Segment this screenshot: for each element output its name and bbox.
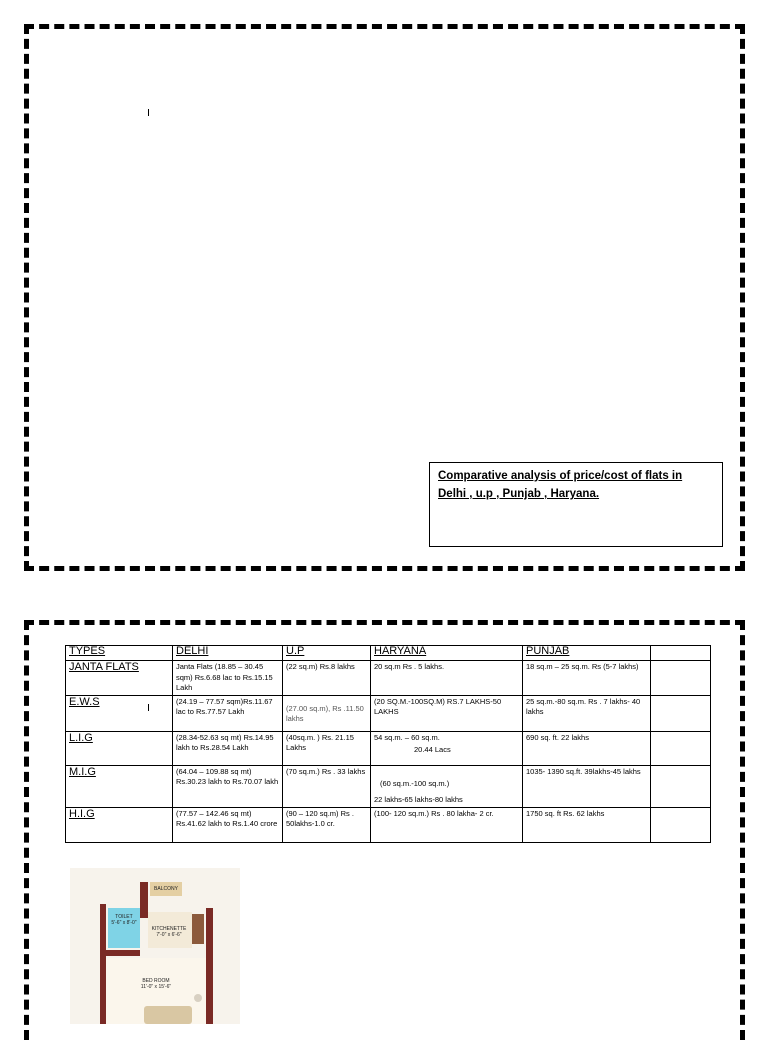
header-delhi: DELHI bbox=[173, 646, 283, 661]
cell-delhi: (28.34-52.63 sq mt) Rs.14.95 lakh to Rs.28.54 Lakh bbox=[173, 731, 283, 765]
cell-empty bbox=[651, 807, 711, 842]
cell-haryana bbox=[371, 765, 523, 807]
cell-punjab: 1035- 1390 sq.ft. 39lakhs-45 lakhs bbox=[523, 765, 651, 807]
cell-haryana: (100- 120 sq.m.) Rs . 80 lakha- 2 cr. bbox=[371, 807, 523, 842]
plan-chair bbox=[194, 994, 202, 1002]
kitchenette-size: 7'-0" x 6'-6" bbox=[156, 932, 182, 938]
table-header-row bbox=[66, 646, 711, 661]
header-haryana: HARYANA bbox=[371, 646, 523, 661]
cell-delhi: Janta Flats (18.85 – 30.45 sqm) Rs.6.68 lac to Rs.15.15 Lakh bbox=[173, 661, 283, 696]
table-row bbox=[66, 661, 711, 696]
text-cursor-mark bbox=[148, 109, 149, 116]
cell-type: L.I.G bbox=[66, 731, 173, 765]
cell-delhi: (77.57 – 142.46 sq mt) Rs.41.62 lakh to Rs.1.40 crore bbox=[173, 807, 283, 842]
cell-type: E.W.S bbox=[66, 695, 173, 731]
header-empty bbox=[651, 646, 711, 661]
caption-box bbox=[429, 462, 723, 547]
header-up: U.P bbox=[283, 646, 371, 661]
cell-up: (27.00 sq.m), Rs .11.50 lakhs bbox=[283, 695, 371, 731]
cell-punjab: 690 sq. ft. 22 lakhs bbox=[523, 731, 651, 765]
text-cursor-mark bbox=[148, 704, 149, 711]
bedroom-size: 11'-0" x 15'-6" bbox=[140, 984, 172, 990]
cell-haryana-area: (60 sq.m.-100 sq.m.) bbox=[380, 778, 450, 788]
cell-delhi: (64.04 – 109.88 sq mt) Rs.30.23 lakh to Rs.70.07 lakh bbox=[173, 765, 283, 807]
bedroom-name: BED ROOM bbox=[142, 978, 170, 984]
cell-haryana bbox=[371, 731, 523, 765]
toilet-size: 5'-6" x 8'-0" bbox=[111, 920, 137, 926]
cell-haryana: (20 SQ.M.-100SQ.M) RS.7 LAKHS-50 LAKHS bbox=[371, 695, 523, 731]
plan-wall bbox=[140, 882, 148, 918]
cell-delhi: (24.19 – 77.57 sqm)Rs.11.67 lac to Rs.77.57 Lakh bbox=[173, 695, 283, 731]
plan-wall bbox=[106, 950, 140, 956]
plan-balcony-label: BALCONY bbox=[154, 886, 178, 892]
cell-up: (40sq.m. ) Rs. 21.15 Lakhs bbox=[283, 731, 371, 765]
table-row bbox=[66, 765, 711, 807]
caption-line-1: Comparative analysis of price/cost of flats in bbox=[438, 470, 683, 482]
cell-empty bbox=[651, 661, 711, 696]
cell-haryana: 20 sq.m Rs . 5 lakhs. bbox=[371, 661, 523, 696]
table-row bbox=[66, 731, 711, 765]
cell-empty bbox=[651, 731, 711, 765]
plan-toilet-label bbox=[108, 914, 140, 926]
caption-line-2: Delhi , u.p , Punjab , Haryana. bbox=[438, 488, 600, 500]
header-types: TYPES bbox=[66, 646, 173, 661]
cell-up: (22 sq.m) Rs.8 lakhs bbox=[283, 661, 371, 696]
cell-haryana-area: 54 sq.m. – 60 sq.m. bbox=[374, 732, 440, 742]
header-punjab: PUNJAB bbox=[523, 646, 651, 661]
table-row bbox=[66, 695, 711, 731]
cell-haryana-price: 20.44 Lacs bbox=[414, 745, 451, 754]
kitchenette-name: KITCHENETTE bbox=[151, 926, 187, 932]
cell-punjab: 1750 sq. ft Rs. 62 lakhs bbox=[523, 807, 651, 842]
toilet-name: TOILET bbox=[115, 914, 133, 920]
table-row bbox=[66, 807, 711, 842]
cell-type: M.I.G bbox=[66, 765, 173, 807]
price-comparison-table bbox=[65, 645, 711, 843]
cell-punjab: 25 sq.m.-80 sq.m. Rs . 7 lakhs- 40 lakhs bbox=[523, 695, 651, 731]
cell-up: (90 – 120 sq.m) Rs . 50lakhs-1.0 cr. bbox=[283, 807, 371, 842]
plan-bed bbox=[144, 1006, 192, 1024]
plan-kitchenette-label bbox=[144, 926, 194, 938]
cell-up: (70 sq.m.) Rs . 33 lakhs bbox=[283, 765, 371, 807]
cell-haryana-price: 22 lakhs-65 lakhs-80 lakhs bbox=[374, 795, 463, 804]
cell-type: JANTA FLATS bbox=[66, 661, 173, 696]
cell-type: H.I.G bbox=[66, 807, 173, 842]
plan-bedroom-label bbox=[126, 978, 186, 990]
cell-punjab: 18 sq.m – 25 sq.m. Rs (5-7 lakhs) bbox=[523, 661, 651, 696]
cell-empty bbox=[651, 695, 711, 731]
plan-wall bbox=[206, 908, 213, 1024]
floor-plan-image bbox=[70, 868, 240, 1024]
cell-empty bbox=[651, 765, 711, 807]
